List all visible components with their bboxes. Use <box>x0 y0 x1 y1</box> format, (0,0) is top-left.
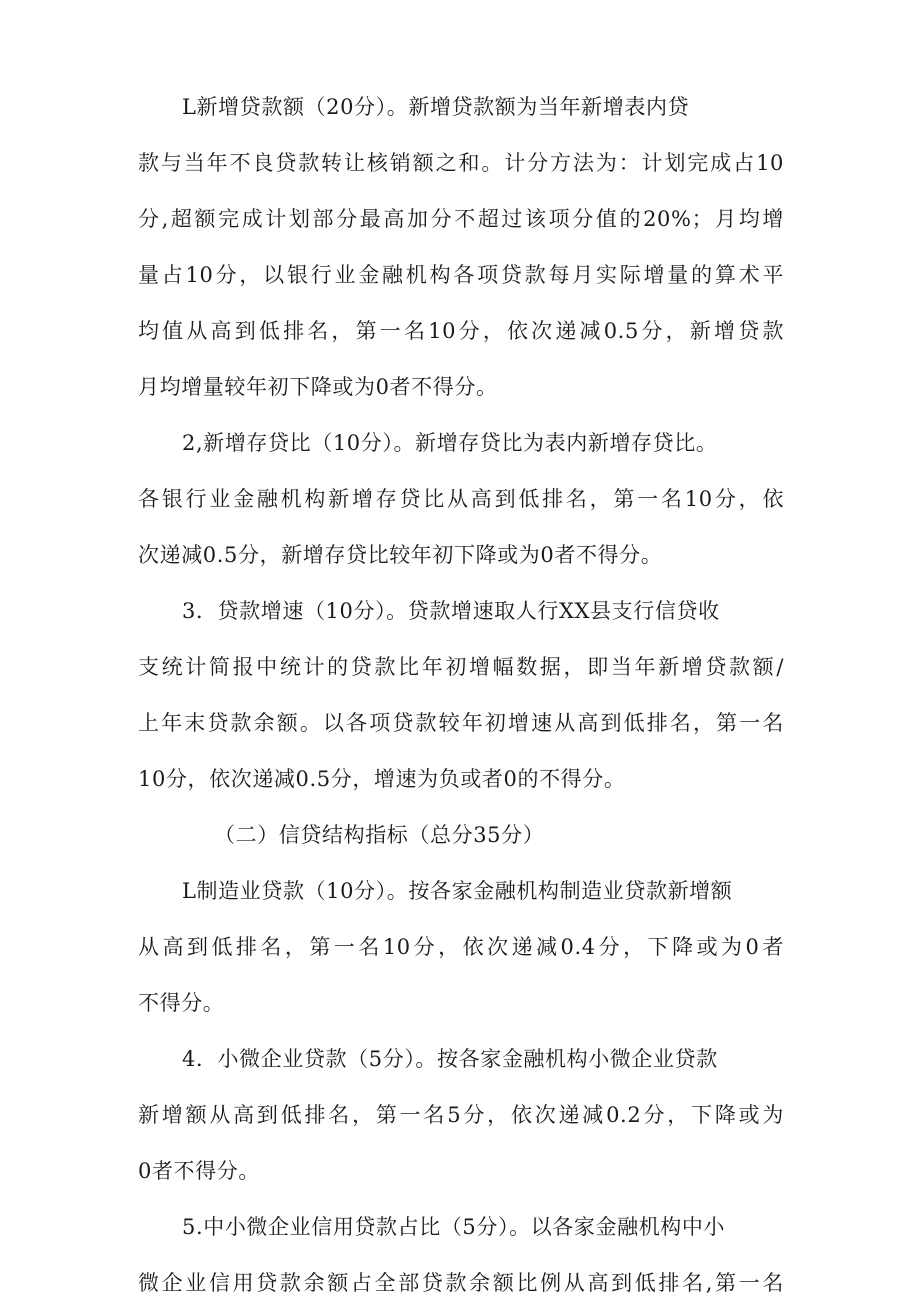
text-line: 0者不得分。 <box>138 1159 260 1183</box>
text-line: 4．小微企业贷款（5分）。按各家金融机构小微企业贷款 <box>182 1047 718 1071</box>
text-line: 从高到低排名，第一名10分，依次递减0.4分，下降或为0者 <box>138 935 784 959</box>
text-line: 次递减0.5分，新增存贷比较年初下降或为0者不得分。 <box>138 543 663 567</box>
text-line: 上年末贷款余额。以各项贷款较年初增速从高到低排名，第一名 <box>138 711 784 735</box>
text-line: 量占10分，以银行业金融机构各项贷款每月实际增量的算术平 <box>138 263 784 287</box>
text-line: 均值从高到低排名，第一名10分，依次递减0.5分，新增贷款 <box>138 319 784 343</box>
text-line: 支统计简报中统计的贷款比年初增幅数据，即当年新增贷款额/ <box>138 655 784 679</box>
text-line: 2,新增存贷比（10分）。新增存贷比为表内新增存贷比。 <box>182 431 718 455</box>
text-line: 不得分。 <box>138 991 225 1015</box>
text-line: 10分，依次递减0.5分，增速为负或者0的不得分。 <box>138 767 626 791</box>
text-line: 各银行业金融机构新增存贷比从高到低排名，第一名10分，依 <box>138 487 784 511</box>
text-line: 月均增量较年初下降或为0者不得分。 <box>138 375 498 399</box>
text-line: 微企业信用贷款余额占全部贷款余额比例从高到低排名,第一名 <box>138 1271 784 1295</box>
text-line: 款与当年不良贷款转让核销额之和。计分方法为：计划完成占10 <box>138 151 784 175</box>
text-line: 5.中小微企业信用贷款占比（5分）。以各家金融机构中小 <box>182 1215 726 1239</box>
text-line: L制造业贷款（10分）。按各家金融机构制造业贷款新增额 <box>182 879 733 903</box>
text-line: 新增额从高到低排名，第一名5分，依次递减0.2分，下降或为 <box>138 1103 784 1127</box>
text-line: 3．贷款增速（10分）。贷款增速取人行XX县支行信贷收 <box>182 599 720 623</box>
text-line: 分,超额完成计划部分最高加分不超过该项分值的20%；月均增 <box>138 207 784 231</box>
text-line: L新增贷款额（20分）。新增贷款额为当年新增表内贷 <box>182 95 690 119</box>
section-heading: （二）信贷结构指标（总分35分） <box>214 823 545 847</box>
